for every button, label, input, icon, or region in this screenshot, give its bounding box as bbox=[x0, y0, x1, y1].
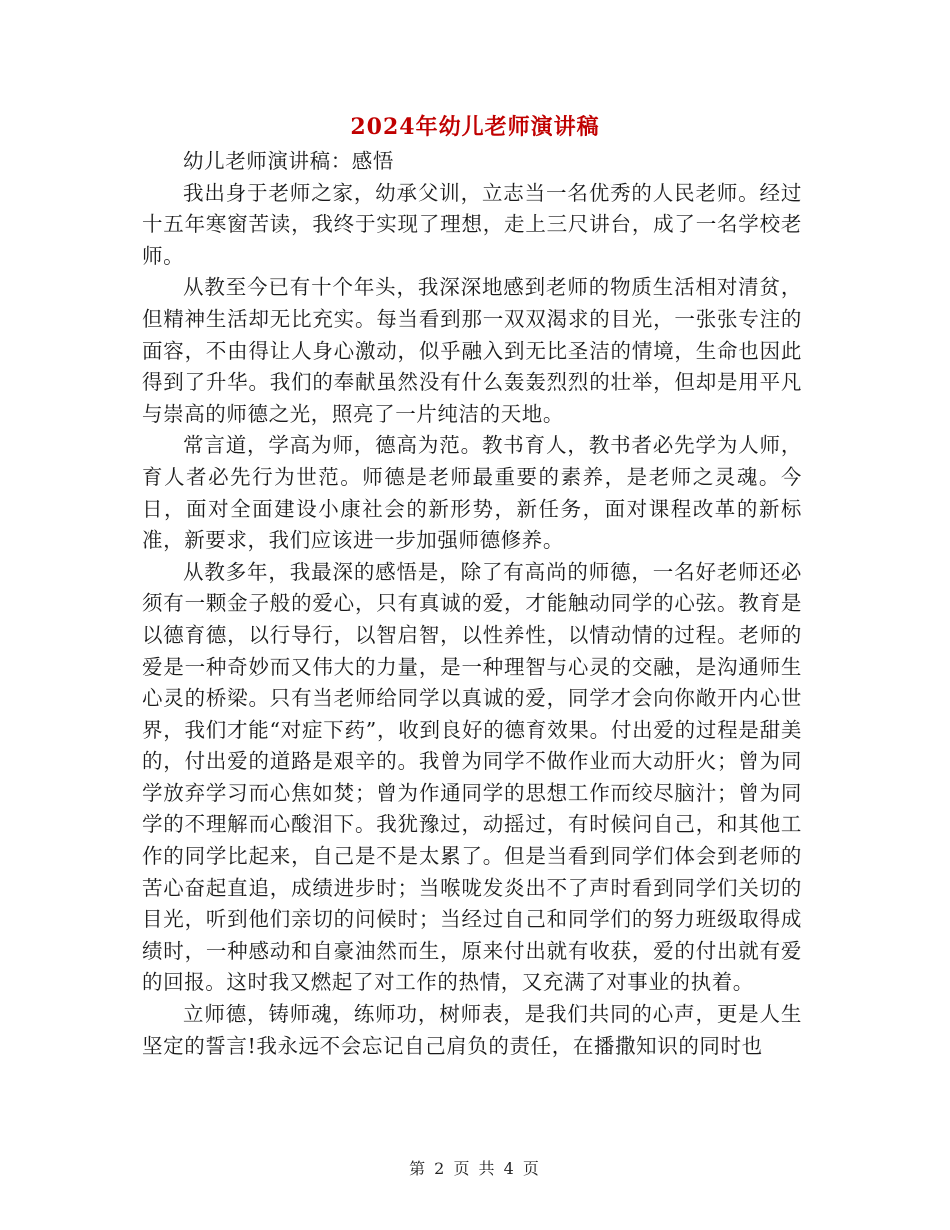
page-footer: 第 2 页 共 4 页 bbox=[409, 1159, 541, 1178]
document-title: 2024年幼儿老师演讲稿 bbox=[350, 114, 600, 140]
paragraph: 常言道，学高为师，德高为范。教书育人，教书者必先学为人师，育人者必先行为世范。师德是老师最重要的素养，是老师之灵魂。今日，面对全面建设小康社会的新形势，新任务，面对课程改革的新标准，新要求，我们应该进一步加强师德修养。 bbox=[142, 433, 802, 553]
paragraph: 从教多年，我最深的感悟是，除了有高尚的师德，一名好老师还必须有一颗金子般的爱心，只有真诚的爱，才能触动同学的心弦。教育是以德育德，以行导行，以智启智，以性养性，以情动情的过程。老师的爱是一种奇妙而又伟大的力量，是一种理智与心灵的交融，是沟通师生心灵的桥梁。只有当老师给同学以真诚的爱，同学才会向你敞开内心世界，我们才能“对症下药”，收到良好的德育效果。付出爱的过程是甜美的，付出爱的道路是艰辛的。我曾为同学不做作业而大动肝火；曾为同学放弃学习而心焦如焚；曾为作通同学的思想工作而绞尽脑汁；曾为同学的不理解而心酸泪下。我犹豫过，动摇过，有时候问自己，和其他工作的同学比起来，自己是不是太累了。但是当看到同学们体会到老师的苦心奋起直追，成绩进步时；当喉咙发炎出不了声时看到同学们关切的目光，听到他们亲切的问候时；当经过自己和同学们的努力班级取得成绩时，一种感动和自豪油然而生，原来付出就有收获，爱的付出就有爱的回报。这时我又燃起了对工作的热情，又充满了对事业的执着。 bbox=[142, 559, 802, 995]
paragraph: 我出身于老师之家，幼承父训，立志当一名优秀的人民老师。经过十五年寒窗苦读，我终于实现了理想，走上三尺讲台，成了一名学校老师。 bbox=[142, 180, 802, 268]
paragraph: 立师德，铸师魂，练师功，树师表，是我们共同的心声，更是人生坚定的誓言!我永远不会忘记自己肩负的责任，在播撒知识的同时也 bbox=[142, 1002, 802, 1058]
document-subtitle: 幼儿老师演讲稿：感悟 bbox=[183, 149, 394, 173]
document-body bbox=[142, 146, 802, 1062]
paragraph: 从教至今已有十个年头，我深深地感到老师的物质生活相对清贫，但精神生活却无比充实。每当看到那一双双渴求的目光，一张张专注的面容，不由得让人身心激动，似乎融入到无比圣洁的情境，生命也因此得到了升华。我们的奉献虽然没有什么轰轰烈烈的壮举，但却是用平凡与崇高的师德之光，照亮了一片纯洁的天地。 bbox=[142, 275, 802, 426]
